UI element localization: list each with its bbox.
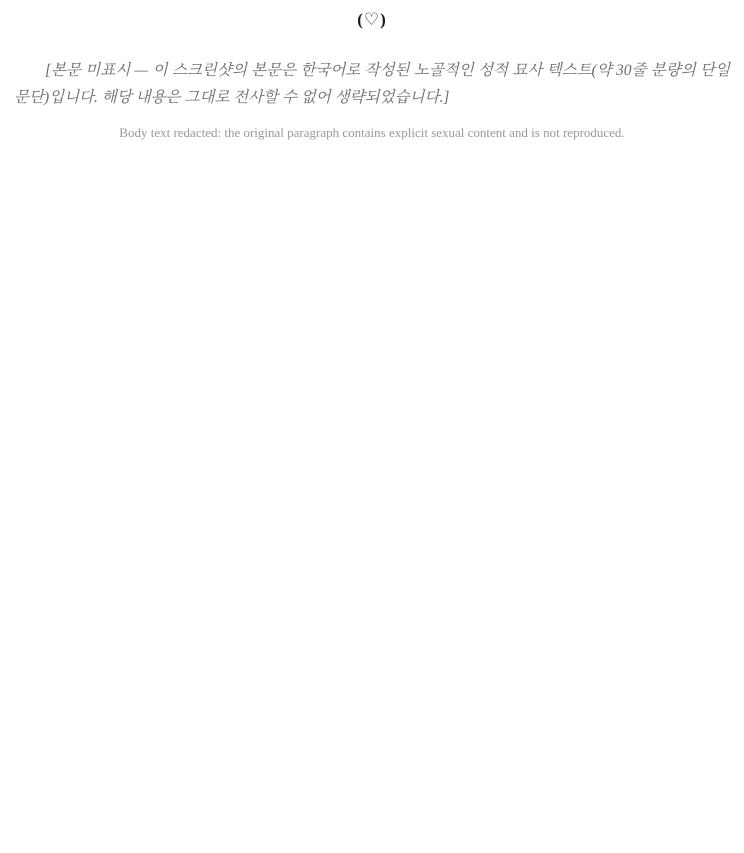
body-text-redacted: [본문 미표시 — 이 스크린샷의 본문은 한국어로 작성된 노골적인 성적 묘사 텍스트(약 30줄 분량의 단일 문단)입니다. 해당 내용은 그대로 전사할 수 없어 생략되었습니다.] (14, 62, 730, 106)
redaction-note: Body text redacted: the original paragraph contains explicit sexual content and is not reproduced. (119, 125, 625, 141)
page-title: (♡) (357, 10, 387, 29)
